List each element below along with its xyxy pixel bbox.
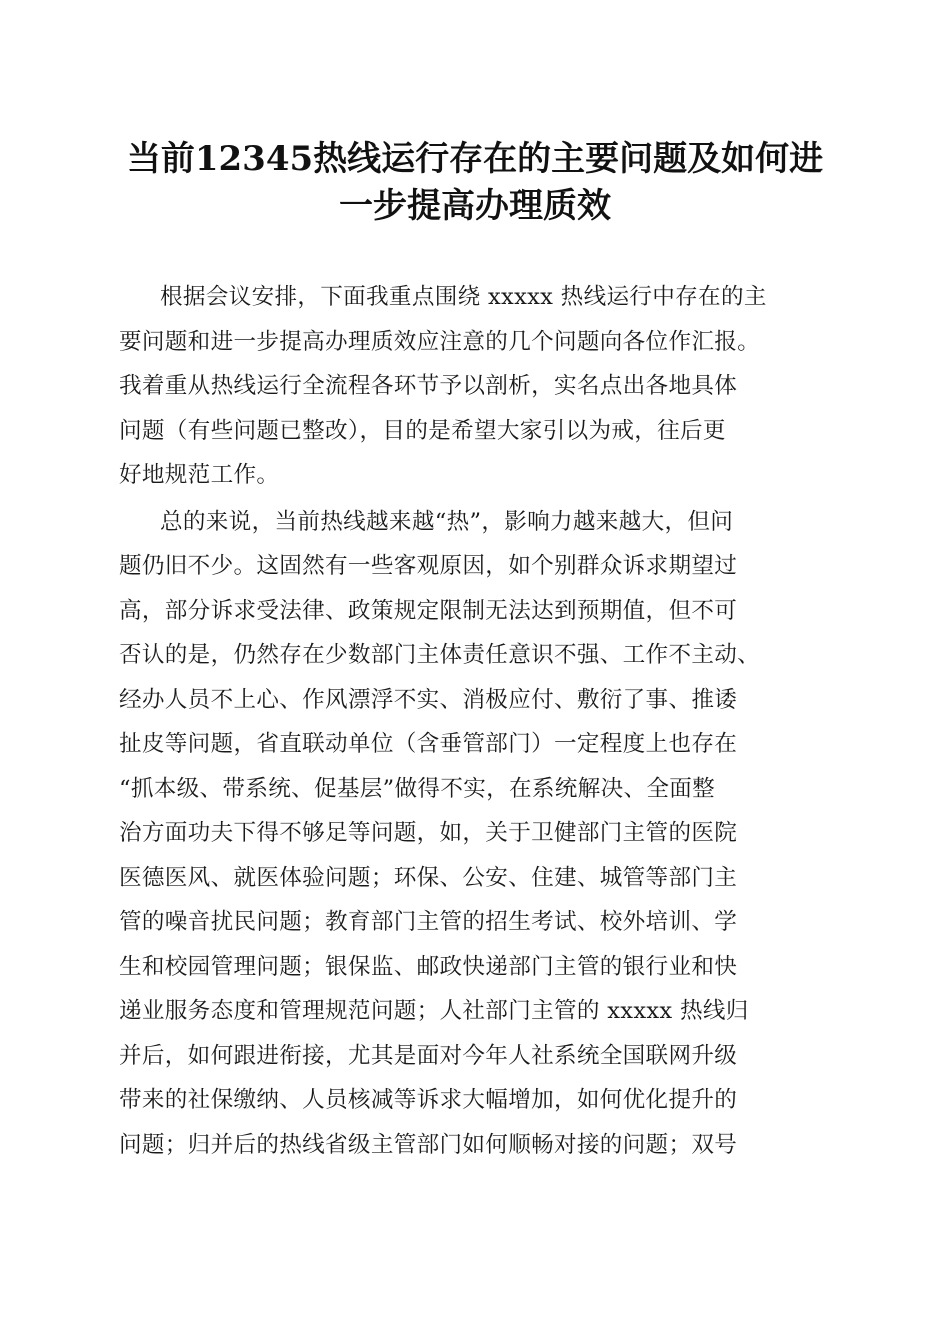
paragraph-2-line: 总的来说，当前热线越来越“热”，影响力越来越大，但问 (160, 509, 734, 535)
paragraph-2-line: 扯皮等问题，省直联动单位（含垂管部门）一定程度上也存在 (119, 731, 738, 757)
paragraph-2-line: “抓本级、带系统、促基层”做得不实，在系统解决、全面整 (119, 776, 716, 802)
paragraph-2-line: 高，部分诉求受法律、政策规定限制无法达到预期值，但不可 (119, 598, 738, 624)
paragraph-2-line: 管的噪音扰民问题；教育部门主管的招生考试、校外培训、学 (119, 909, 738, 935)
paragraph-2-line: 经办人员不上心、作风漂浮不实、消极应付、敷衍了事、推诿 (119, 687, 738, 713)
paragraph-1-line: 要问题和进一步提高办理质效应注意的几个问题向各位作汇报。 (119, 329, 761, 355)
paragraph-2-line: 并后，如何跟进衔接，尤其是面对今年人社系统全国联网升级 (119, 1043, 738, 1069)
paragraph-1-line: 好地规范工作。 (119, 462, 280, 488)
paragraph-2-line: 治方面功夫下得不够足等问题，如，关于卫健部门主管的医院 (119, 820, 738, 846)
paragraph-2-line: 题仍旧不少。这固然有一些客观原因，如个别群众诉求期望过 (119, 553, 738, 579)
document-title-line-1: 当前12345热线运行存在的主要问题及如何进 (126, 139, 824, 179)
paragraph-2-line: 否认的是，仍然存在少数部门主体责任意识不强、工作不主动、 (119, 642, 761, 668)
document-title-line-2: 一步提高办理质效 (339, 186, 611, 226)
paragraph-2-line: 带来的社保缴纳、人员核减等诉求大幅增加，如何优化提升的 (119, 1087, 738, 1113)
paragraph-2-line: 递业服务态度和管理规范问题；人社部门主管的 xxxxx 热线归 (119, 998, 749, 1024)
paragraph-1-line: 我着重从热线运行全流程各环节予以剖析，实名点出各地具体 (119, 373, 738, 399)
paragraph-2-line: 问题；归并后的热线省级主管部门如何顺畅对接的问题；双号 (119, 1132, 738, 1158)
paragraph-2-line: 医德医风、就医体验问题；环保、公安、住建、城管等部门主 (119, 865, 738, 891)
paragraph-2-line: 生和校园管理问题；银保监、邮政快递部门主管的银行业和快 (119, 954, 738, 980)
paragraph-1-line: 问题（有些问题已整改），目的是希望大家引以为戒，往后更 (119, 418, 726, 444)
paragraph-1-line: 根据会议安排，下面我重点围绕 xxxxx 热线运行中存在的主 (160, 284, 767, 310)
